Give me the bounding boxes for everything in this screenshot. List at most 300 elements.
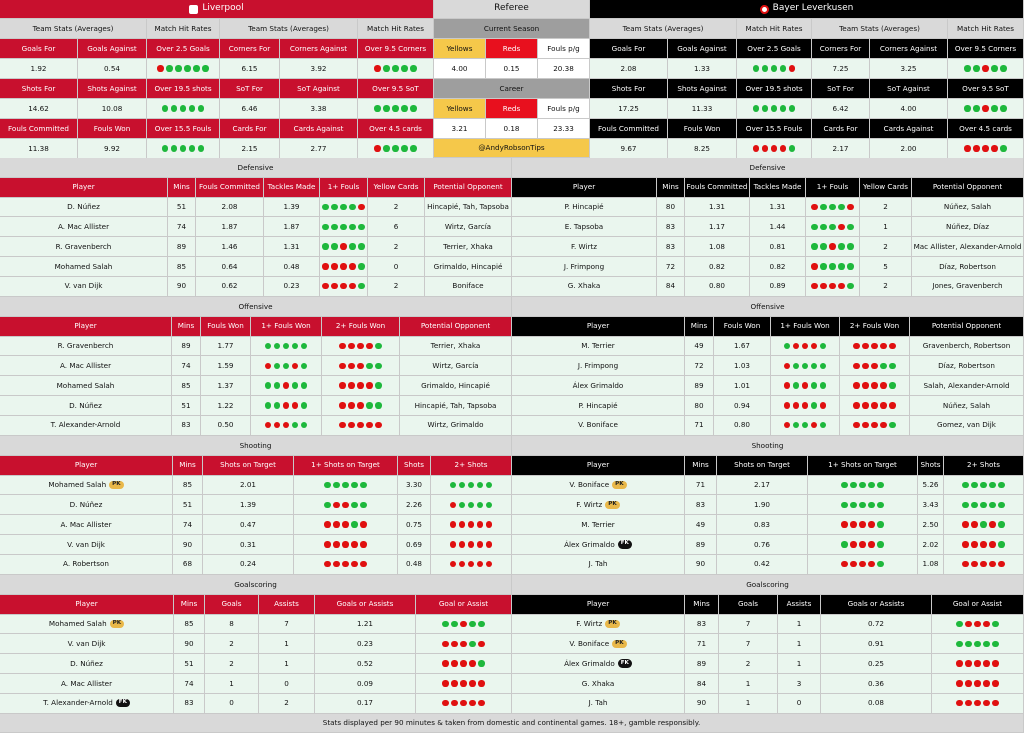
stat-label: Goals Against xyxy=(668,39,737,59)
miss-dot xyxy=(850,521,856,527)
player-name: Álex Grimaldo xyxy=(572,380,624,390)
stat-label: Corners For xyxy=(812,39,870,59)
miss-dot xyxy=(324,541,330,547)
hit-dot xyxy=(962,482,968,488)
player-name: T. Alexander-Arnold xyxy=(50,420,121,430)
stat-value: 0 xyxy=(778,694,821,714)
player-name-cell xyxy=(512,654,685,674)
stat-value: 71 xyxy=(685,476,717,496)
hit-rate-dots xyxy=(771,376,840,396)
hit-rate-dots xyxy=(944,476,1024,496)
hit-dot xyxy=(342,482,348,488)
player-name: F. Wirtz xyxy=(570,241,598,251)
stat-value: 89 xyxy=(172,337,201,357)
miss-dot xyxy=(486,561,492,567)
player-name-cell xyxy=(512,535,685,555)
miss-dot xyxy=(820,283,826,289)
miss-dot xyxy=(982,65,988,71)
stat-value: Salah, Alexander-Arnold xyxy=(910,376,1024,396)
miss-dot xyxy=(333,541,339,547)
column-header: Shots on Target xyxy=(203,456,294,476)
miss-dot xyxy=(442,700,448,706)
stat-value: 2 xyxy=(368,198,425,218)
player-name-cell xyxy=(512,694,685,714)
hit-dot xyxy=(468,482,474,488)
hit-dot xyxy=(973,65,979,71)
stat-value: 83 xyxy=(172,416,201,436)
miss-dot xyxy=(468,561,474,567)
miss-dot xyxy=(784,402,790,408)
column-header: Shots xyxy=(918,456,944,476)
hit-dot xyxy=(964,105,970,111)
miss-dot xyxy=(956,680,962,686)
miss-dot xyxy=(989,521,995,527)
hit-rate-dots xyxy=(944,495,1024,515)
miss-dot xyxy=(780,145,786,151)
stat-label: Over 4.5 cards xyxy=(948,119,1024,139)
miss-dot xyxy=(324,561,330,567)
miss-dot xyxy=(841,521,847,527)
player-name-cell xyxy=(0,396,172,416)
career-label: Career xyxy=(434,79,590,99)
stat-value: 0.23 xyxy=(264,277,320,297)
column-header: Player xyxy=(512,456,685,476)
miss-dot xyxy=(991,145,997,151)
hit-rate-dots xyxy=(431,535,512,555)
fouls-label: Fouls p/g xyxy=(538,39,590,59)
hit-rate-dots xyxy=(320,217,368,237)
player-name-cell xyxy=(512,555,685,575)
stat-value: 9.92 xyxy=(78,139,147,159)
player-name: J. Frimpong xyxy=(577,361,619,370)
stat-value: 0.25 xyxy=(821,654,932,674)
column-header: 2+ Fouls Won xyxy=(322,317,400,337)
column-header: 2+ Shots xyxy=(431,456,512,476)
miss-dot xyxy=(789,65,795,71)
hit-dot xyxy=(971,502,977,508)
miss-dot xyxy=(349,283,355,289)
hit-dot xyxy=(820,422,826,428)
stat-value: 72 xyxy=(685,356,714,376)
hit-dot xyxy=(301,363,307,369)
yellows-value: 3.21 xyxy=(434,119,486,139)
miss-dot xyxy=(850,561,856,567)
miss-dot xyxy=(366,382,372,388)
team-stats-header: Team Stats (Averages) xyxy=(0,19,147,39)
hit-dot xyxy=(820,382,826,388)
stat-value: 90 xyxy=(685,555,717,575)
player-name-cell xyxy=(512,674,685,694)
stat-value: 85 xyxy=(168,257,196,277)
hit-dot xyxy=(820,363,826,369)
stat-label: SoT For xyxy=(220,79,280,99)
stat-value: 1 xyxy=(860,217,912,237)
hit-rate-dots xyxy=(322,376,400,396)
hit-dot xyxy=(442,621,448,627)
hit-dot xyxy=(331,224,337,230)
miss-dot xyxy=(322,283,328,289)
stat-label: Over 4.5 cards xyxy=(358,119,434,139)
miss-dot xyxy=(324,521,330,527)
leverkusen-header xyxy=(590,0,1024,19)
miss-dot xyxy=(965,700,971,706)
hit-dot xyxy=(771,65,777,71)
hit-rate-dots xyxy=(251,396,322,416)
stat-value: 1 xyxy=(778,654,821,674)
stat-value: 0.23 xyxy=(315,634,416,654)
hit-dot xyxy=(789,145,795,151)
hit-dot xyxy=(998,521,1004,527)
miss-dot xyxy=(793,402,799,408)
column-header: Yellow Cards xyxy=(368,178,425,198)
hit-dot xyxy=(189,145,195,151)
stat-value: 80 xyxy=(685,396,714,416)
miss-dot xyxy=(971,521,977,527)
player-name: T. Alexander-Arnold xyxy=(43,698,113,708)
stat-label: Over 9.5 SoT xyxy=(358,79,434,99)
hit-dot xyxy=(478,621,484,627)
hit-dot xyxy=(468,502,474,508)
hit-rate-dots xyxy=(806,237,860,257)
stat-value: 1.08 xyxy=(918,555,944,575)
hit-rate-dots xyxy=(771,356,840,376)
stat-value: 10.08 xyxy=(78,99,147,119)
hit-dot xyxy=(331,243,337,249)
player-name: G. Xhaka xyxy=(567,281,601,291)
column-header: 1+ Shots on Target xyxy=(294,456,398,476)
miss-dot xyxy=(853,343,859,349)
hit-dot xyxy=(789,105,795,111)
miss-dot xyxy=(889,343,895,349)
stat-label: Goals For xyxy=(0,39,78,59)
hit-dot xyxy=(780,105,786,111)
stat-value: 0.62 xyxy=(196,277,264,297)
column-header: Tackles Made xyxy=(264,178,320,198)
stat-value: 1 xyxy=(778,634,821,654)
column-header: Player xyxy=(0,456,173,476)
player-name: J. Tah xyxy=(588,698,608,708)
hit-rate-header: Match Hit Rates xyxy=(948,19,1024,39)
stat-value: 0.81 xyxy=(750,237,806,257)
column-header: 1+ Fouls xyxy=(320,178,368,198)
hit-dot xyxy=(322,243,328,249)
stat-value: 89 xyxy=(685,535,717,555)
miss-dot xyxy=(962,521,968,527)
defensive-title: Defensive xyxy=(0,158,512,178)
hit-dot xyxy=(829,204,835,210)
penalty-taker-badge: PK xyxy=(612,481,626,489)
stat-value: 0.72 xyxy=(821,615,932,635)
hit-dot xyxy=(998,541,1004,547)
stat-value: 0.75 xyxy=(398,515,431,535)
column-header: 2+ Fouls Won xyxy=(840,317,910,337)
player-name-cell xyxy=(0,198,168,218)
hit-dot xyxy=(360,482,366,488)
miss-dot xyxy=(374,65,380,71)
hit-dot xyxy=(753,105,759,111)
team-name: Bayer Leverkusen xyxy=(772,3,854,14)
stat-value: 0 xyxy=(368,257,425,277)
stat-value: 51 xyxy=(172,396,201,416)
stat-value: Wirtz, García xyxy=(400,356,512,376)
stat-value: 11.38 xyxy=(0,139,78,159)
stat-value: 6.42 xyxy=(812,99,870,119)
miss-dot xyxy=(956,700,962,706)
hit-dot xyxy=(450,482,456,488)
miss-dot xyxy=(862,343,868,349)
player-name: Mohamed Salah xyxy=(48,619,107,629)
miss-dot xyxy=(460,700,466,706)
hit-dot xyxy=(1000,65,1006,71)
miss-dot xyxy=(333,521,339,527)
fouls-value: 23.33 xyxy=(538,119,590,139)
stat-value: 2 xyxy=(205,654,259,674)
column-header: Mins xyxy=(685,317,714,337)
hit-dot xyxy=(486,502,492,508)
hit-dot xyxy=(175,65,181,71)
hit-dot xyxy=(829,263,835,269)
stat-value: 0.94 xyxy=(714,396,771,416)
miss-dot xyxy=(339,363,345,369)
hit-rate-dots xyxy=(840,376,910,396)
stat-label: Over 15.5 Fouls xyxy=(147,119,220,139)
hit-dot xyxy=(820,224,826,230)
hit-dot xyxy=(859,482,865,488)
player-name: R. Gravenberch xyxy=(55,241,112,251)
stat-label: Cards For xyxy=(220,119,280,139)
miss-dot xyxy=(450,541,456,547)
hit-rate-dots xyxy=(806,277,860,297)
hit-dot xyxy=(401,145,407,151)
miss-dot xyxy=(962,561,968,567)
player-name: D. Núñez xyxy=(67,202,100,212)
stat-label: Fouls Committed xyxy=(590,119,668,139)
miss-dot xyxy=(340,283,346,289)
player-name-cell xyxy=(512,396,685,416)
miss-dot xyxy=(157,65,163,71)
miss-dot xyxy=(265,422,271,428)
hit-dot xyxy=(838,243,844,249)
stat-value: 83 xyxy=(685,615,719,635)
miss-dot xyxy=(331,283,337,289)
stat-value: 1 xyxy=(719,694,778,714)
player-name-cell xyxy=(0,416,172,436)
hit-dot xyxy=(198,145,204,151)
miss-dot xyxy=(982,105,988,111)
hit-dot xyxy=(1000,105,1006,111)
hit-rate-dots xyxy=(431,515,512,535)
stat-value: 90 xyxy=(685,694,719,714)
stat-value: 2 xyxy=(368,277,425,297)
hit-rate-dots xyxy=(416,694,512,714)
stat-value: 1.87 xyxy=(264,217,320,237)
hit-rate-dots xyxy=(944,555,1024,575)
player-name-cell xyxy=(512,416,685,436)
hit-rate-dots xyxy=(322,356,400,376)
miss-dot xyxy=(838,224,844,230)
hit-rate-dots xyxy=(431,476,512,496)
miss-dot xyxy=(983,680,989,686)
column-header: Potential Opponent xyxy=(912,178,1024,198)
stat-value: 0.69 xyxy=(398,535,431,555)
miss-dot xyxy=(339,382,345,388)
hit-rate-dots xyxy=(840,416,910,436)
player-name-cell xyxy=(512,198,657,218)
stat-label: Fouls Won xyxy=(78,119,147,139)
hit-dot xyxy=(274,363,280,369)
miss-dot xyxy=(820,402,826,408)
reds-value: 0.18 xyxy=(486,119,538,139)
stat-value: 2 xyxy=(719,654,778,674)
stat-label: Over 19.5 shots xyxy=(147,79,220,99)
stat-value: 2.08 xyxy=(590,59,668,79)
stat-value: 1.17 xyxy=(685,217,750,237)
stat-value: Núñez, Salah xyxy=(912,198,1024,218)
player-name: Mohamed Salah xyxy=(56,380,115,390)
current-season-label: Current Season xyxy=(434,19,590,39)
hit-rate-dots xyxy=(431,555,512,575)
hit-dot xyxy=(301,343,307,349)
hit-rate-header: Match Hit Rates xyxy=(147,19,220,39)
hit-dot xyxy=(991,105,997,111)
miss-dot xyxy=(853,382,859,388)
stat-value: 2.50 xyxy=(918,515,944,535)
column-header: Fouls Committed xyxy=(196,178,264,198)
miss-dot xyxy=(351,561,357,567)
column-header: Mins xyxy=(685,595,719,615)
miss-dot xyxy=(451,680,457,686)
stat-value: 1.33 xyxy=(668,59,737,79)
stat-value: 1.01 xyxy=(714,376,771,396)
player-name: V. Boniface xyxy=(569,639,610,648)
miss-dot xyxy=(982,145,988,151)
free-kick-taker-badge: FK xyxy=(116,699,130,707)
stat-value: 1.39 xyxy=(264,198,320,218)
player-name-cell xyxy=(0,257,168,277)
hit-dot xyxy=(859,502,865,508)
hit-dot xyxy=(983,641,989,647)
hit-dot xyxy=(980,521,986,527)
miss-dot xyxy=(283,382,289,388)
hit-rate-dots xyxy=(806,198,860,218)
miss-dot xyxy=(880,422,886,428)
hit-dot xyxy=(375,363,381,369)
hit-dot xyxy=(375,382,381,388)
player-name: E. Tapsoba xyxy=(564,222,604,231)
leverkusen-crest-icon xyxy=(760,5,769,14)
stat-value: 1.31 xyxy=(264,237,320,257)
stat-value: 9.67 xyxy=(590,139,668,159)
hit-dot xyxy=(880,363,886,369)
stat-value: Gravenberch, Robertson xyxy=(910,337,1024,357)
stat-value: Díaz, Robertson xyxy=(910,356,1024,376)
player-name: P. Hincapié xyxy=(578,400,618,410)
stat-value: 71 xyxy=(685,634,719,654)
stat-value: 90 xyxy=(174,634,205,654)
player-name-cell xyxy=(0,337,172,357)
miss-dot xyxy=(868,521,874,527)
stat-value: 0.80 xyxy=(714,416,771,436)
miss-dot xyxy=(859,521,865,527)
player-name: V. van Dijk xyxy=(67,639,106,648)
hit-dot xyxy=(292,422,298,428)
stat-value: 2.01 xyxy=(203,476,294,496)
yellows-label: Yellows xyxy=(434,99,486,119)
stat-value: Wirtz, García xyxy=(425,217,512,237)
stat-value: 3 xyxy=(778,674,821,694)
stat-value: 1.46 xyxy=(196,237,264,257)
player-name-cell xyxy=(0,277,168,297)
miss-dot xyxy=(459,561,465,567)
hit-dot xyxy=(180,105,186,111)
miss-dot xyxy=(351,541,357,547)
referee-title: Referee xyxy=(434,0,590,19)
miss-dot xyxy=(771,145,777,151)
stat-value: 74 xyxy=(168,217,196,237)
hit-dot xyxy=(980,482,986,488)
hit-dot xyxy=(793,382,799,388)
miss-dot xyxy=(360,561,366,567)
hit-dot xyxy=(351,502,357,508)
stat-value: 2.00 xyxy=(870,139,948,159)
stat-value: 68 xyxy=(173,555,203,575)
hit-rate-dots xyxy=(808,476,918,496)
hit-rate-dots xyxy=(737,59,812,79)
stat-label: Fouls Won xyxy=(668,119,737,139)
stat-value: 0.31 xyxy=(203,535,294,555)
stat-value: 85 xyxy=(173,476,203,496)
miss-dot xyxy=(784,422,790,428)
miss-dot xyxy=(342,561,348,567)
miss-dot xyxy=(450,502,456,508)
stat-value: 1.77 xyxy=(201,337,251,357)
hit-rate-dots xyxy=(294,476,398,496)
miss-dot xyxy=(862,363,868,369)
miss-dot xyxy=(989,541,995,547)
hit-rate-header: Match Hit Rates xyxy=(737,19,812,39)
hit-rate-dots xyxy=(251,356,322,376)
miss-dot xyxy=(451,641,457,647)
player-name: Álex Grimaldo xyxy=(564,539,615,549)
column-header: Goal or Assist xyxy=(932,595,1024,615)
stat-value: Terrier, Xhaka xyxy=(425,237,512,257)
hit-dot xyxy=(392,145,398,151)
stat-value: 51 xyxy=(173,495,203,515)
hit-dot xyxy=(410,105,416,111)
stat-value: 7 xyxy=(259,615,315,635)
column-header: Fouls Committed xyxy=(685,178,750,198)
player-name: V. Boniface xyxy=(569,480,610,490)
column-header: Shots on Target xyxy=(717,456,808,476)
miss-dot xyxy=(450,561,456,567)
miss-dot xyxy=(811,343,817,349)
hit-dot xyxy=(965,641,971,647)
stat-label: Over 9.5 Corners xyxy=(358,39,434,59)
hit-dot xyxy=(401,105,407,111)
liverpool-header xyxy=(0,0,434,19)
hit-dot xyxy=(992,641,998,647)
miss-dot xyxy=(451,660,457,666)
stat-value: 2.02 xyxy=(918,535,944,555)
miss-dot xyxy=(871,363,877,369)
miss-dot xyxy=(802,382,808,388)
hit-dot xyxy=(171,105,177,111)
footer-disclaimer: Stats displayed per 90 minutes & taken from domestic and continental games. 18+, gamble responsibly. xyxy=(0,714,1024,733)
miss-dot xyxy=(366,343,372,349)
column-header: Assists xyxy=(778,595,821,615)
hit-dot xyxy=(351,521,357,527)
hit-rate-dots xyxy=(320,257,368,277)
